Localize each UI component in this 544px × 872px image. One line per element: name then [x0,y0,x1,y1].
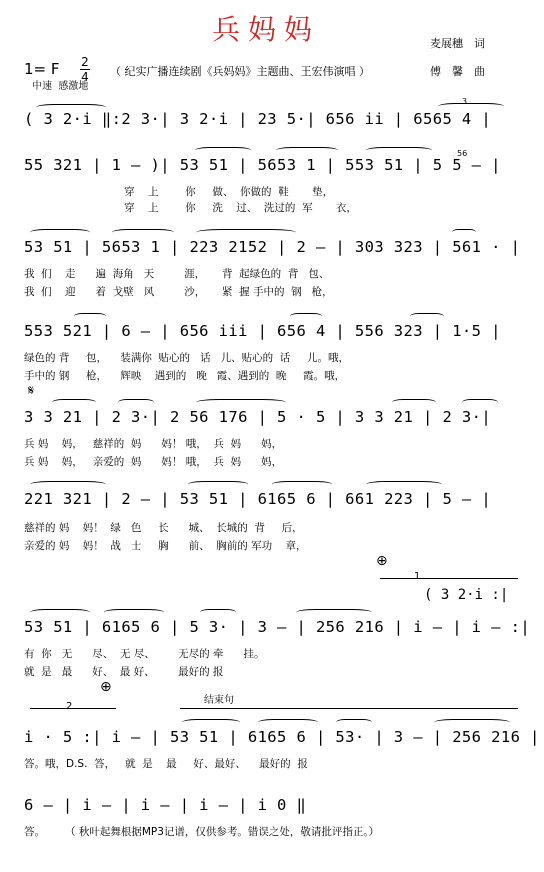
score-row-7 [24,612,531,642]
lyrics-verse-1: 慈祥的 妈 妈！ 绿 色 长 城、 长城的 背 后， [24,522,303,534]
triplet-mark: 3 [462,97,468,106]
notation-line: 53 51 | 6165 6 | 5 3· | 3 – | 256 216 | i – | i – :| [24,618,531,636]
notation-line: 55 321 | 1 – )| 53 51 | 5653 1 | 553 51 | 5 5 – | [24,156,501,174]
lyrics-verse-1: 穿 上 你 做、 你做的 鞋 垫， [24,186,334,198]
footer-note: 答。 （ 秋叶起舞根据MP3记谱，仅供参考。错误之处，敬请批评指正。） [24,826,380,838]
ending-label: 结束句 [204,695,234,706]
tempo-marking: 中速 感激地 [32,81,89,92]
score-row-2 [24,150,524,180]
score-row-3 [24,232,524,262]
lyrics-verse-1: 有 你 无 尽、 无 尽、 无尽的 牵 挂。 [24,648,265,660]
key-signature: 1= F [24,60,60,78]
segno-icon: 𝄋 [28,383,35,399]
time-bottom: 4 [81,70,89,84]
lyrics-verse-1: 答。哦，D.S. 答， 就 是 最 好、最好、 最好的 报 [24,758,308,770]
lyrics-verse-2: 穿 上 你 洗 过、 洗过的 军 衣， [24,202,357,214]
lyrics-verse-1: 我 们 走 遍 海角 天 涯， 背 起绿色的 背 包、 [24,268,330,280]
lyrics-verse-2: 兵 妈 妈， 亲爱的 妈 妈！ 哦， 兵 妈 妈， [24,456,283,468]
lyrics-verse-2: 我 们 迎 着 戈壁 风 沙， 紧 握 手中的 钢 枪， [24,286,333,298]
volta-1: 1 [414,571,421,582]
lyrics-verse-2: 亲爱的 妈 妈！ 战 士 胸 前、 胸前的 军功 章， [24,540,307,552]
lyrics-verse-1: 绿色的 背 包， 装满你 贴心的 话 儿、贴心的 话 儿。哦， [24,352,349,364]
score-row-9 [24,790,524,820]
notation-line: 6 – | i – | i – | i – | i 0 ‖ [24,796,307,814]
score-row-4 [24,316,524,346]
notation-line: 553 521 | 6 – | 656 iii | 656 4 | 556 323 | 1·5 | [24,322,501,340]
coda-icon: ⊕ [100,679,112,695]
lyrics-verse-1: 兵 妈 妈， 慈祥的 妈 妈！ 哦， 兵 妈 妈， [24,438,283,450]
notation-line: ( 3 2·i ‖:2 3·| 3 2·i | 23 5·| 656 ii | 6565 4 | [24,110,492,128]
time-signature [80,56,90,83]
song-title: 兵妈妈 [212,13,321,46]
score-row-8 [24,722,540,752]
notation-line: 53 51 | 5653 1 | 223 2152 | 2 – | 303 323 | 561 · | [24,238,521,256]
notation-line: 221 321 | 2 – | 53 51 | 6165 6 | 661 223 | 5 – | [24,490,492,508]
notation-line: 3 3 21 | 2 3·| 2 56 176 | 5 · 5 | 3 3 21 | 2 3·| [24,408,492,426]
subtitle: （ 纪实广播连续剧《兵妈妈》主题曲、王宏伟演唱 ） [110,65,370,78]
grace-note: 56 [457,149,468,158]
volta-intro: ( 3 2·i :| [424,587,509,603]
score-row-6 [24,484,524,514]
volta-2: 2 [66,701,73,712]
score-row-5 [24,402,524,432]
composer: 傅 馨 曲 [430,65,485,78]
coda-icon: ⊕ [376,553,388,569]
lyrics-verse-2: 就 是 最 好、 最 好、 最好的 报 [24,666,224,678]
lyrics-verse-2: 手中的 钢 枪， 辉映 遇到的 晚 霞、遇到的 晚 霞。哦， [24,370,346,382]
lyricist: 麦展穗 词 [430,37,485,50]
notation-line: i · 5 :| i – | 53 51 | 6165 6 | 53· | 3 – | 256 216 | [24,728,540,746]
time-top: 2 [81,55,89,69]
